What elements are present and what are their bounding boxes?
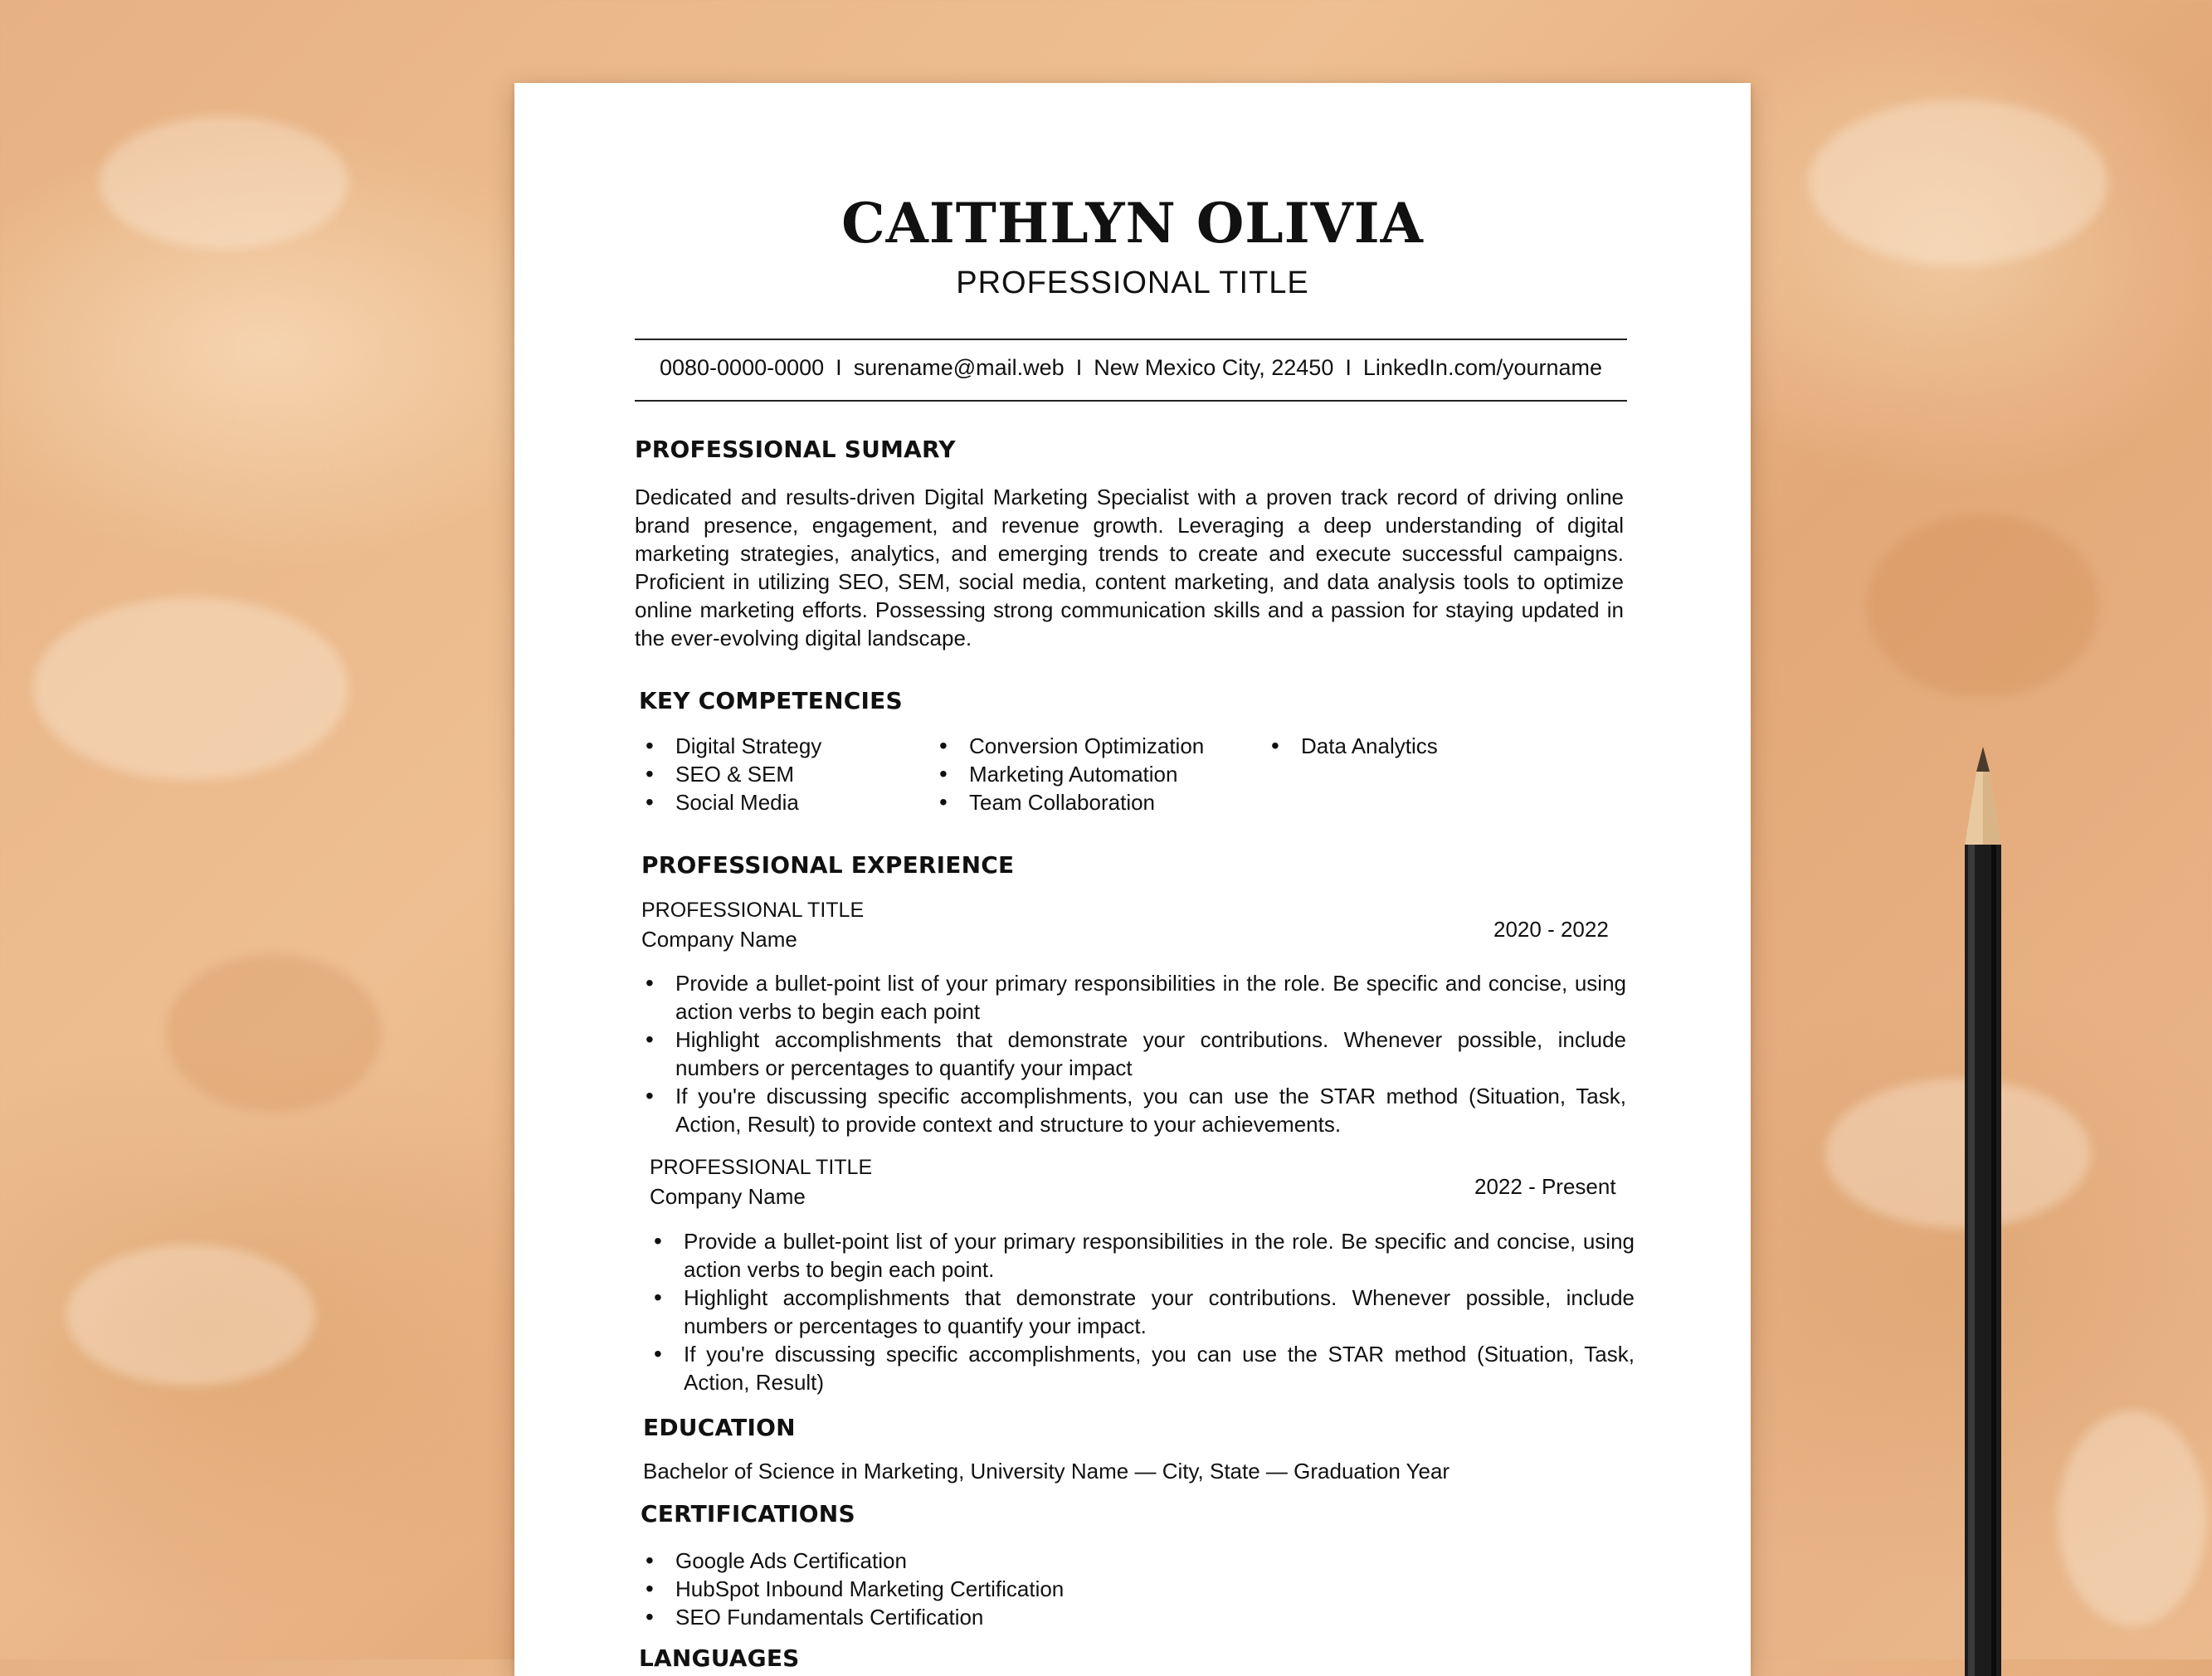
contact-top-rule xyxy=(635,339,1627,340)
job-bullet: • If you're discussing specific accomplishments, you can use the STAR method (Situation, Task, Action, Result) xyxy=(646,1340,1635,1396)
competencies-heading: KEY COMPETENCIES xyxy=(639,687,903,714)
experience-heading: PROFESSIONAL EXPERIENCE xyxy=(641,851,1015,879)
job-bullets xyxy=(646,1227,1635,1396)
competency-item: • Marketing Automation xyxy=(931,760,1246,788)
competency-item: • SEO & SEM xyxy=(637,760,911,788)
contact-bottom-rule xyxy=(635,400,1627,402)
competencies-col1 xyxy=(637,732,911,816)
job-title: PROFESSIONAL TITLE xyxy=(641,899,865,922)
competency-item: • Conversion Optimization xyxy=(931,732,1246,760)
job-dates: 2022 - Present xyxy=(1474,1174,1616,1199)
competency-item: • Digital Strategy xyxy=(637,732,911,760)
job-bullet: • Highlight accomplishments that demonstrate your contributions. Whenever possible, include numbers or percentages to quantify your impact xyxy=(637,1026,1626,1082)
education-text: Bachelor of Science in Marketing, University Name — City, State — Graduation Year xyxy=(643,1459,1450,1484)
job-company: Company Name xyxy=(641,927,797,952)
contact-separator: I xyxy=(836,355,842,380)
job-title: PROFESSIONAL TITLE xyxy=(650,1156,873,1179)
job-dates: 2020 - 2022 xyxy=(1493,917,1609,942)
pencil-decoration xyxy=(1958,747,2008,1676)
resume-page xyxy=(514,83,1751,1676)
competency-item: • Social Media xyxy=(637,788,911,816)
candidate-name: CAITHLYN OLIVIA xyxy=(841,191,1424,256)
contact-location: New Mexico City, 22450 xyxy=(1094,355,1334,380)
job-bullet: • Provide a bullet-point list of your primary responsibilities in the role. Be specific and concise, using action verbs to begin each point xyxy=(637,969,1626,1026)
job-bullets xyxy=(637,969,1626,1138)
languages-heading: LANGUAGES xyxy=(639,1644,800,1672)
certifications-heading: CERTIFICATIONS xyxy=(641,1500,855,1527)
certification-item: • Google Ads Certification xyxy=(637,1547,1384,1575)
competencies-col2 xyxy=(931,732,1246,816)
summary-heading: PROFESSIONAL SUMARY xyxy=(635,436,956,463)
job-bullet: • If you're discussing specific accomplishments, you can use the STAR method (Situation, Task, Action, Result) to provide context and structure to your achievements. xyxy=(637,1082,1626,1138)
contact-line xyxy=(635,355,1627,381)
candidate-title: PROFESSIONAL TITLE xyxy=(956,266,1309,300)
certification-item: • SEO Fundamentals Certification xyxy=(637,1603,1384,1631)
job-company: Company Name xyxy=(650,1184,806,1209)
job-bullet: • Highlight accomplishments that demonstrate your contributions. Whenever possible, include numbers or percentages to quantify your impact. xyxy=(646,1284,1635,1340)
certifications-list xyxy=(637,1547,1384,1631)
contact-email: surename@mail.web xyxy=(853,355,1065,380)
contact-linkedin: LinkedIn.com/yourname xyxy=(1362,355,1603,380)
contact-separator: I xyxy=(1075,355,1083,380)
competencies-col3 xyxy=(1263,732,1512,760)
summary-text: Dedicated and results-driven Digital Marketing Specialist with a proven track record of driving online brand presence, engagement, and revenue growth. Leveraging a deep understanding of digital marketing strategies, analytics, and emerging trends to create and execute successful campaigns. Proficient in utilizing SEO, SEM, social media, content marketing, and data analysis tools to optimize online marketing efforts. Possessing strong communication skills and a passion for staying updated in the ever-evolving digital landscape. xyxy=(635,485,1624,650)
competency-item: • Team Collaboration xyxy=(931,788,1246,816)
job-bullet: • Provide a bullet-point list of your primary responsibilities in the role. Be specific and concise, using action verbs to begin each point. xyxy=(646,1227,1635,1284)
contact-phone: 0080-0000-0000 xyxy=(659,355,825,380)
certification-item: • HubSpot Inbound Marketing Certification xyxy=(637,1575,1384,1603)
education-heading: EDUCATION xyxy=(643,1414,796,1441)
competency-item: • Data Analytics xyxy=(1263,732,1512,760)
contact-separator: I xyxy=(1345,355,1352,380)
